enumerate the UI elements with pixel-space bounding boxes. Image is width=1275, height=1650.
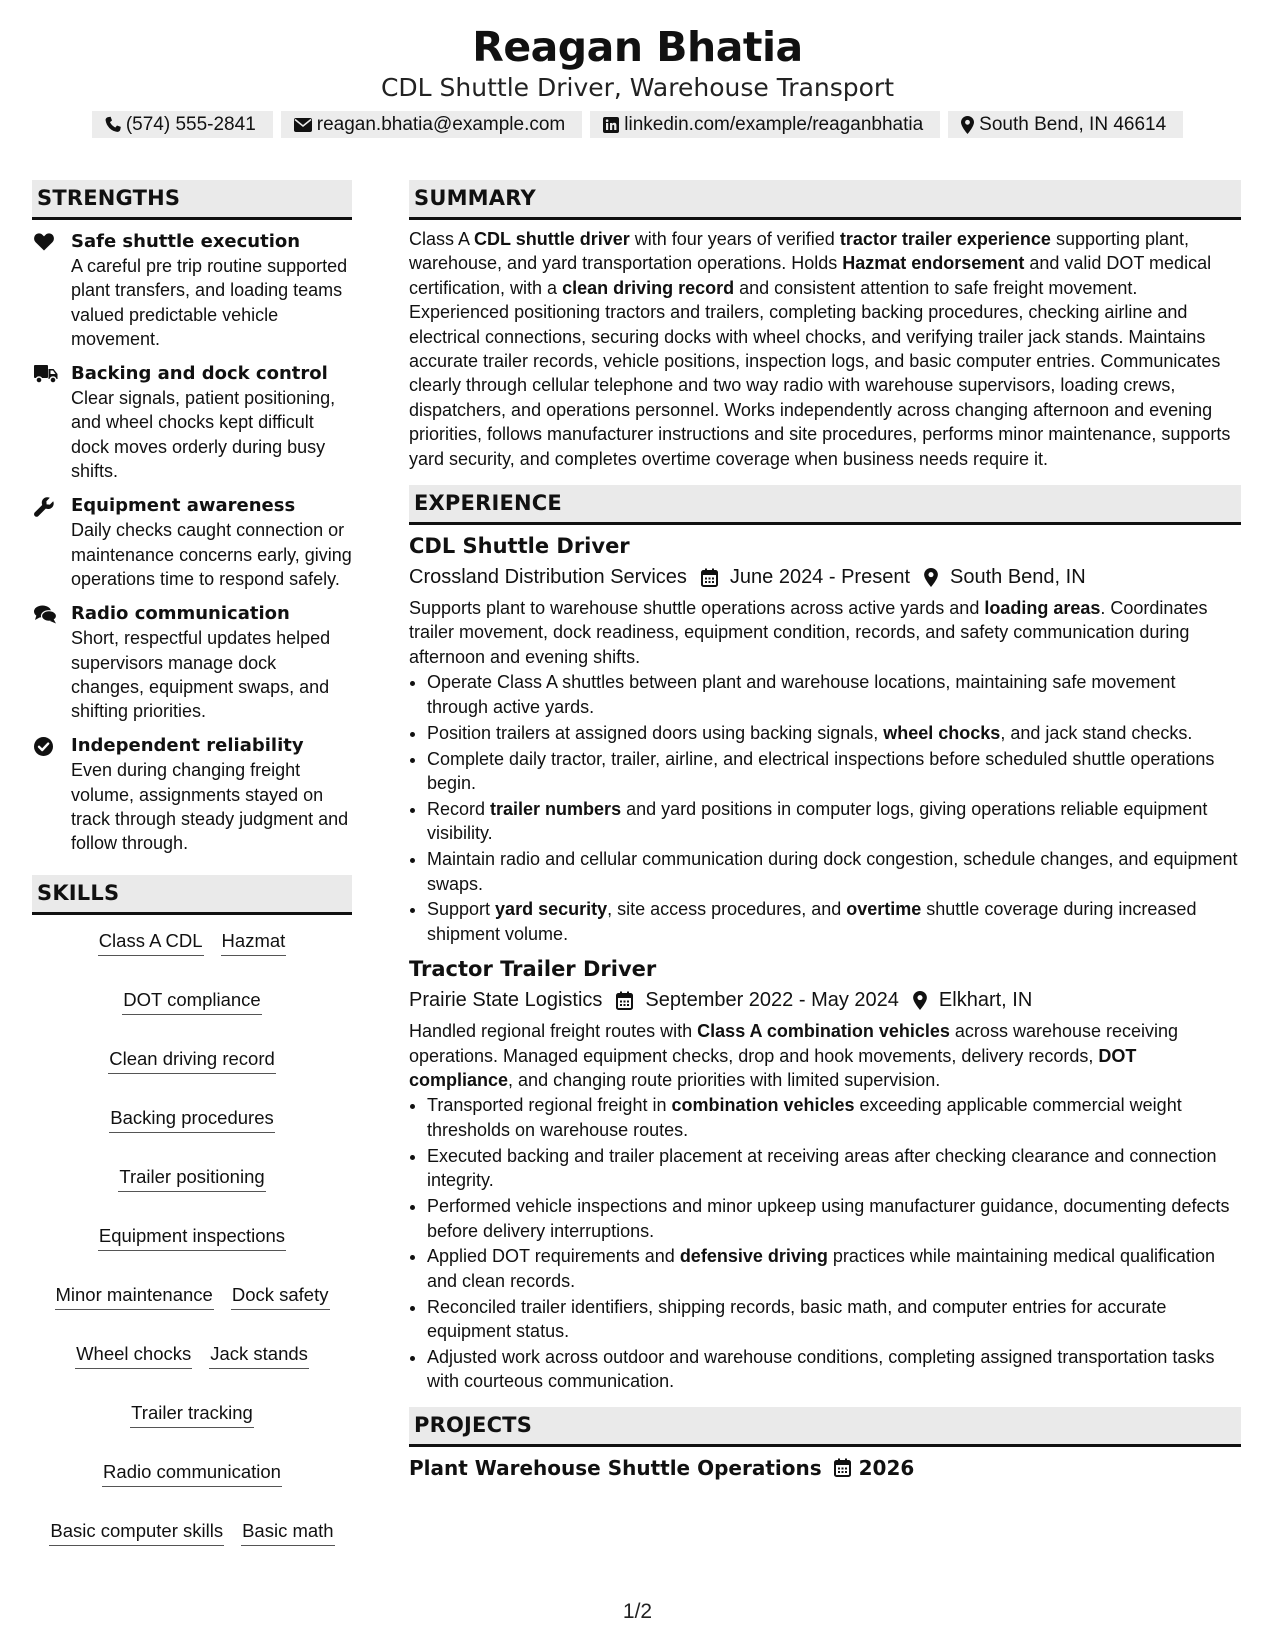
bold-keyword: overtime xyxy=(846,899,922,920)
truck-icon xyxy=(34,365,56,385)
bold-keyword: defensive driving xyxy=(679,1246,828,1267)
project-title: Plant Warehouse Shuttle Operations xyxy=(409,1455,822,1480)
strengths-heading: STRENGTHS xyxy=(32,180,352,220)
bold-keyword: Hazmat endorsement xyxy=(842,253,1025,274)
skills-heading: SKILLS xyxy=(32,875,352,915)
strength-title: Radio communication xyxy=(71,603,290,625)
strength-item xyxy=(32,362,352,483)
experience-heading: EXPERIENCE xyxy=(409,485,1241,525)
strength-title: Equipment awareness xyxy=(71,495,296,517)
contact-bar xyxy=(0,111,1275,138)
bold-keyword: DOT compliance xyxy=(409,1045,1137,1091)
skills-list xyxy=(32,929,352,1546)
project-year: 2026 xyxy=(858,1455,915,1480)
strength-title: Independent reliability xyxy=(71,735,304,757)
phone-icon xyxy=(105,116,121,133)
skill-tag: Equipment inspections xyxy=(98,1224,286,1251)
skill-tag: Minor maintenance xyxy=(55,1283,214,1310)
projects-heading: PROJECTS xyxy=(409,1407,1241,1447)
project-entry xyxy=(409,1454,1241,1482)
job-entry xyxy=(409,532,1241,946)
heart-icon xyxy=(34,233,56,253)
candidate-title: CDL Shuttle Driver, Warehouse Transport xyxy=(380,73,895,102)
skill-tag: Basic math xyxy=(241,1519,335,1546)
skill-tag: Clean driving record xyxy=(108,1047,276,1074)
map-pin-icon xyxy=(913,991,927,1010)
skill-tag: Jack stands xyxy=(209,1342,309,1369)
strength-title: Backing and dock control xyxy=(71,363,328,385)
location-text: South Bend, IN 46614 xyxy=(979,114,1167,135)
linkedin-icon xyxy=(603,117,619,133)
map-pin-icon xyxy=(924,568,938,587)
email-chip[interactable] xyxy=(281,111,582,138)
job-intro: Supports plant to warehouse shuttle operations across active yards and loading areas. Coordinates trailer movement, dock readiness, equipment condition, records, and safety communication during afternoon and evening shifts. xyxy=(409,598,1208,667)
bold-keyword: clean driving record xyxy=(562,277,735,298)
skill-tag: Wheel chocks xyxy=(75,1342,192,1369)
job-dates: June 2024 - Present xyxy=(729,566,911,589)
bullet-item: • Maintain radio and cellular communication during dock congestion, schedule changes, and equipment swaps. xyxy=(427,847,1241,896)
job-title: CDL Shuttle Driver xyxy=(409,534,630,559)
bold-keyword: yard security xyxy=(495,899,608,920)
bold-keyword: combination vehicles xyxy=(671,1095,855,1116)
strength-item xyxy=(32,230,352,351)
map-pin-icon xyxy=(961,116,974,134)
bold-keyword: Class A combination vehicles xyxy=(697,1021,950,1042)
bullet-item: • Transported regional freight in combination vehicles exceeding applicable commercial weight thresholds on warehouse routes. xyxy=(427,1093,1241,1142)
company-name: Crossland Distribution Services xyxy=(409,566,687,589)
skill-tag: Class A CDL xyxy=(98,929,204,956)
strength-title: Safe shuttle execution xyxy=(71,231,301,252)
check-circle-icon xyxy=(34,737,56,757)
skill-tag: DOT compliance xyxy=(122,988,261,1015)
job-entry xyxy=(409,955,1241,1394)
strength-description: A careful pre trip routine supported plant transfers, and loading teams valued predictable vehicle movement. xyxy=(71,256,348,349)
bullet-item: • Reconciled trailer identifiers, shipping records, basic math, and computer entries for accurate equipment status. xyxy=(427,1295,1241,1344)
bullet-item: • Complete daily tractor, trailer, airline, and electrical inspections before scheduled shuttle operations begin. xyxy=(427,747,1241,796)
linkedin-text: linkedin.com/example/reaganbhatia xyxy=(624,114,924,135)
phone-chip[interactable] xyxy=(92,111,273,138)
comments-icon xyxy=(34,605,56,625)
strength-description: Clear signals, patient positioning, and wheel chocks kept difficult dock moves orderly during busy shifts. xyxy=(71,388,336,482)
location-chip xyxy=(948,111,1183,138)
page-number: 1/2 xyxy=(622,1600,653,1623)
job-dates: September 2022 - May 2024 xyxy=(645,989,899,1012)
job-meta xyxy=(409,562,1241,592)
job-intro: Handled regional freight routes with Class A combination vehicles across warehouse receiving operations. Managed equipment checks, drop and hook movements, delivery records, DOT compliance, and changing route priorities with limited supervision. xyxy=(409,1021,1179,1091)
bullet-item: • Record trailer numbers and yard positions in computer logs, giving operations reliable equipment visibility. xyxy=(427,797,1241,846)
job-location: Elkhart, IN xyxy=(938,989,1033,1012)
envelope-icon xyxy=(294,118,312,132)
bullet-item: • Position trailers at assigned doors using backing signals, wheel chocks, and jack stand checks. xyxy=(427,721,1241,745)
strength-item xyxy=(32,494,352,591)
candidate-name: Reagan Bhatia xyxy=(472,23,803,71)
bullet-item: • Applied DOT requirements and defensive driving practices while maintaining medical qualification and clean records. xyxy=(427,1244,1241,1293)
bold-keyword: trailer numbers xyxy=(490,798,622,819)
strength-item xyxy=(32,734,352,855)
bullet-item: • Executed backing and trailer placement at receiving areas after checking clearance and connection integrity. xyxy=(427,1144,1241,1193)
bullet-item: • Support yard security, site access procedures, and overtime shuttle coverage during increased shipment volume. xyxy=(427,897,1241,946)
skill-tag: Trailer positioning xyxy=(118,1165,265,1192)
wrench-icon xyxy=(34,497,56,517)
strength-description: Even during changing freight volume, assignments stayed on track through steady judgment and follow through. xyxy=(71,760,349,854)
strength-description: Short, respectful updates helped supervisors manage dock changes, equipment swaps, and shifting priorities. xyxy=(71,628,331,722)
job-bullets xyxy=(409,670,1241,946)
strength-description: Daily checks caught connection or maintenance concerns early, giving operations time to respond safely. xyxy=(71,520,352,589)
company-name: Prairie State Logistics xyxy=(409,989,603,1012)
bullet-item: • Adjusted work across outdoor and warehouse conditions, completing assigned transportation tasks with courteous communication. xyxy=(427,1345,1241,1394)
job-bullets xyxy=(409,1093,1241,1393)
bullet-item: • Operate Class A shuttles between plant and warehouse locations, maintaining safe movement through active yards. xyxy=(427,670,1241,719)
right-column xyxy=(409,180,1241,1482)
bold-keyword: wheel chocks xyxy=(883,722,1001,743)
bold-keyword: tractor trailer experience xyxy=(839,229,1051,249)
job-meta xyxy=(409,985,1241,1015)
skill-tag: Radio communication xyxy=(102,1460,282,1487)
bold-keyword: loading areas xyxy=(984,598,1101,619)
job-title: Tractor Trailer Driver xyxy=(409,957,657,982)
calendar-icon xyxy=(616,991,633,1010)
strengths-list xyxy=(32,230,352,856)
summary-heading: SUMMARY xyxy=(409,180,1241,220)
skill-tag: Backing procedures xyxy=(109,1106,275,1133)
calendar-icon xyxy=(701,568,718,587)
skill-tag: Dock safety xyxy=(231,1283,330,1310)
resume-header xyxy=(0,22,1275,138)
bold-keyword: CDL shuttle driver xyxy=(474,229,630,249)
bullet-item: • Performed vehicle inspections and minor upkeep using manufacturer guidance, documenting defects before delivery interruptions. xyxy=(427,1194,1241,1243)
skill-tag: Trailer tracking xyxy=(130,1401,254,1428)
calendar-icon xyxy=(834,1458,851,1477)
strength-item xyxy=(32,602,352,723)
job-location: South Bend, IN xyxy=(950,566,1086,589)
left-column xyxy=(32,180,352,1546)
summary-text: Class A CDL shuttle driver with four years of verified tractor trailer experience supporting plant, warehouse, and yard transportation operations. Holds Hazmat endorsement and valid DOT medical certification, with a clean driving record and consistent attention to safe freight movement. Experienced positioning tractors and trailers, completing backing procedures, checking airline and electrical connections, securing docks with wheel chocks, and verifying trailer jack stands. Maintains accurate trailer records, vehicle positions, inspection logs, and basic computer entries. Communicates clearly through cellular telephone and two way radio with warehouse supervisors, loading crews, dispatchers, and operations personnel. Works independently across changing afternoon and evening priorities, follows manufacturer instructions and site procedures, performs minor maintenance, supports yard security, and completes overtime coverage when business needs require it. xyxy=(409,229,1231,469)
skill-tag: Basic computer skills xyxy=(49,1519,224,1546)
skill-tag: Hazmat xyxy=(221,929,287,956)
phone-text: (574) 555-2841 xyxy=(125,114,256,135)
email-text: reagan.bhatia@example.com xyxy=(316,114,566,135)
linkedin-chip[interactable] xyxy=(590,111,940,138)
